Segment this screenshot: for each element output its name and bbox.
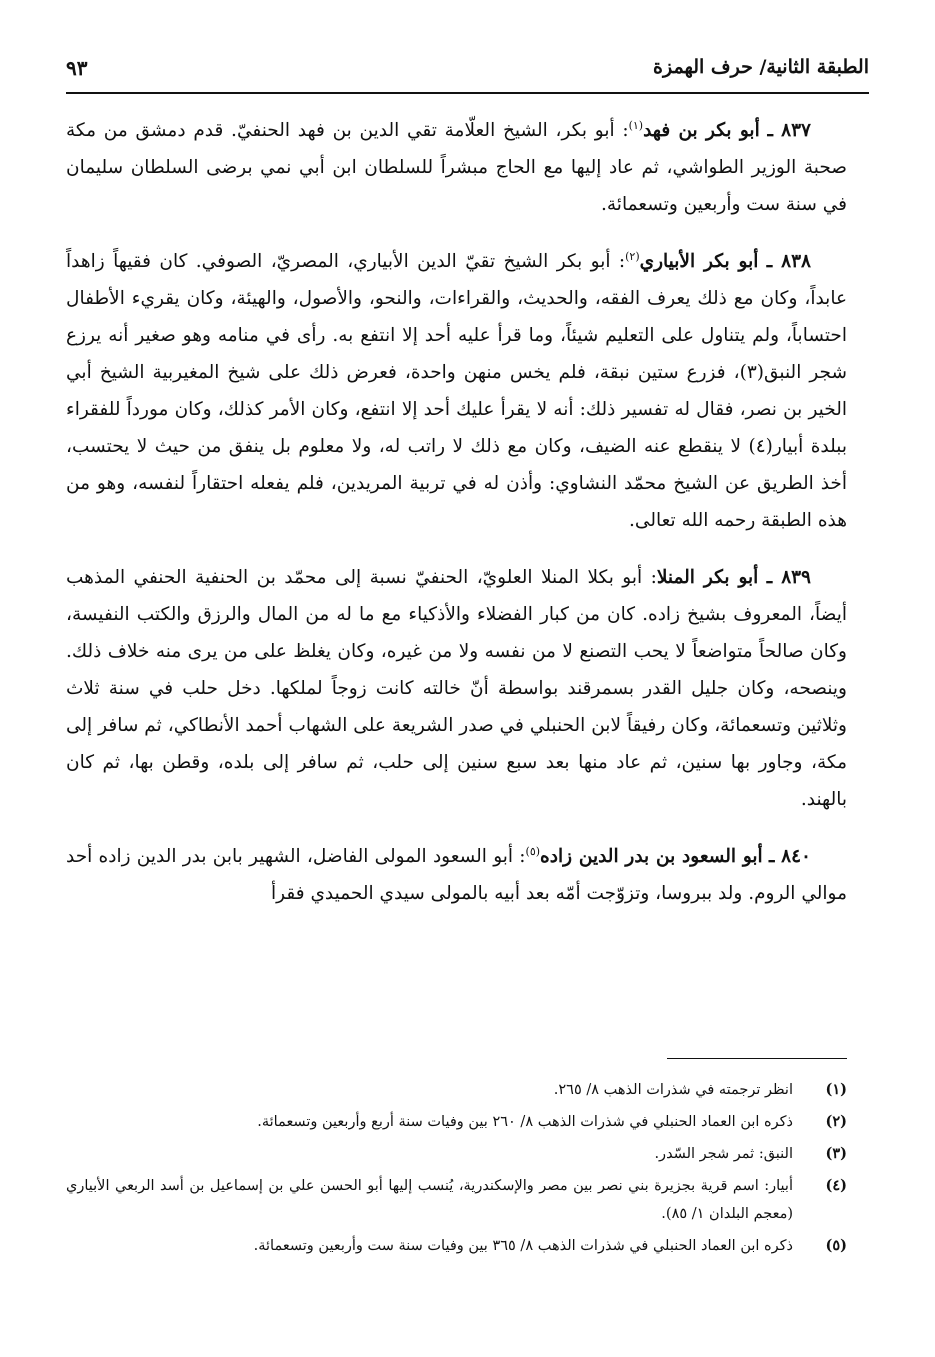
- entry-number: ٨٤٠ ـ: [768, 846, 811, 867]
- footnote-rule: [667, 1058, 847, 1059]
- entry-840: [66, 838, 847, 912]
- footnote: [66, 1172, 847, 1228]
- entry-number: ٨٣٧ ـ: [767, 120, 811, 141]
- entry-name: أبو بكر بن فهد: [643, 120, 760, 141]
- footnote: [66, 1108, 847, 1136]
- entry-number: ٨٣٩ ـ: [766, 567, 811, 588]
- footnote-label: (٤): [825, 1177, 847, 1194]
- footnote-reference: (٢): [625, 249, 640, 263]
- running-header: [66, 52, 869, 92]
- entry-number: ٨٣٨ ـ: [766, 251, 811, 272]
- footnote: [66, 1232, 847, 1260]
- footnote-text: ذكره ابن العماد الحنبلي في شذرات الذهب ٨/ ٣٦٥ بين وفيات سنة ست وأربعين وتسعمائة.: [253, 1238, 793, 1254]
- main-text: [66, 112, 847, 932]
- entry-text: : أبو بكر، الشيخ العلّامة تقي الدين بن فهد الحنفيّ. قدم دمشق من مكة صحبة الوزير الطواشي، ثم عاد إليها مع الحاج مبشراً للسلطان ابن أبي نمي برضى السلطان سليمان في سنة ست وأربعين وتسعمائة.: [66, 120, 847, 215]
- footnote-reference: (١): [628, 118, 644, 132]
- footnote-reference: (٥): [525, 844, 541, 858]
- entry-name: أبو بكر المنلا: [656, 567, 759, 588]
- entry-839: [66, 559, 847, 818]
- running-title: الطبقة الثانية/ حرف الهمزة: [653, 56, 869, 78]
- footnote: [66, 1076, 847, 1104]
- footnote-label: (٥): [825, 1237, 847, 1254]
- entry-text: : أبو بكلا المنلا العلويّ، الحنفيّ نسبة إلى محمّد بن الحنفية الحنفي المذهب أيضاً، المعروف بشيخ زاده. كان من كبار الفضلاء والأذكياء مع ما له من المال والرزق والكتب النفيسة، وكان صالحاً متواضعاً لا يحب التصنع لا من نفسه ولا من غيره، وكان يغلظ على من يرى منه خلاف ذلك. وينصحه، وكان جليل القدر بسمرقند بواسطة أنّ خالته كانت زوجاً لملكها. دخل حلب في سنة ثلاث وثلاثين وتسعمائة، وكان رفيقاً لابن الحنبلي في صدر الشريعة على الشهاب أحمد الأنطاكي، ثم سافر إلى مكة، وجاور بها سنين، ثم عاد منها بعد سبع سنين إلى حلب، ثم سافر إلى بلده، وقطن بها، ثم كان بالهند.: [66, 567, 847, 810]
- page-number: ٩٣: [66, 56, 88, 80]
- entry-name: أبو بكر الأبياري: [639, 251, 759, 272]
- footnote-text: النبق: ثمر شجر السّدر.: [654, 1146, 793, 1162]
- footnote-text: ذكره ابن العماد الحنبلي في شذرات الذهب ٨/ ٢٦٠ بين وفيات سنة أربع وأربعين وتسعمائة.: [257, 1114, 793, 1130]
- entry-name: أبو السعود بن بدر الدين زاده: [540, 846, 763, 867]
- footnotes: [66, 1076, 847, 1264]
- entry-text: : أبو السعود المولى الفاضل، الشهير بابن بدر الدين زاده أحد موالي الروم. ولد ببروسا، وتزوّجت أمّه بعد أبيه بالمولى سيدي الحميدي فقرأ: [66, 846, 847, 904]
- entry-837: [66, 112, 847, 223]
- footnote: [66, 1140, 847, 1168]
- footnote-text: أبيار: اسم قرية بجزيرة بني نصر بين مصر والإسكندرية، يُنسب إليها أبو الحسن علي بن إسماعيل بن أسد الربعي الأبياري (معجم البلدان ١/ ٨٥).: [66, 1178, 793, 1222]
- footnote-label: (٢): [825, 1113, 847, 1130]
- footnote-text: انظر ترجمته في شذرات الذهب ٨/ ٢٦٥.: [553, 1082, 793, 1098]
- footnote-label: (٣): [825, 1145, 847, 1162]
- header-rule: [66, 92, 869, 94]
- footnote-label: (١): [825, 1081, 847, 1098]
- entry-text: : أبو بكر الشيخ تقيّ الدين الأبياري، المصريّ، الصوفي. كان فقيهاً زاهداً عابداً، وكان مع ذلك يعرف الفقه، والحديث، والقراءات، والنحو، والأصول، والهيئة، وكان يقريء الأطفال احتساباً، ولم يتناول على التعليم شيئاً، وما قرأ عليه أحد إلا انتفع به. رأى في منامه وهو صغير أنه يرزع شجر النبق(٣)، فزرع ستين نبقة، فلم يخس منهن واحدة، فعرض ذلك على شيخ المغيربية الشيخ أبي الخير بن نصر، فقال له تفسير ذلك: أنه لا يقرأ عليك أحد إلا انتفع، وكان الأمر كذلك، وكان مورداً للفقراء ببلدة أبيار(٤) لا ينقطع عنه الضيف، وكان مع ذلك لا راتب له، ولا معلوم بل ينفق من حيث لا يحتسب، أخذ الطريق عن الشيخ محمّد النشاوي: وأذن له في تربية المريدين، فلم يفعله احتقاراً لنفسه، وهو من هذه الطبقة رحمه الله تعالى.: [66, 251, 847, 531]
- entry-838: [66, 243, 847, 539]
